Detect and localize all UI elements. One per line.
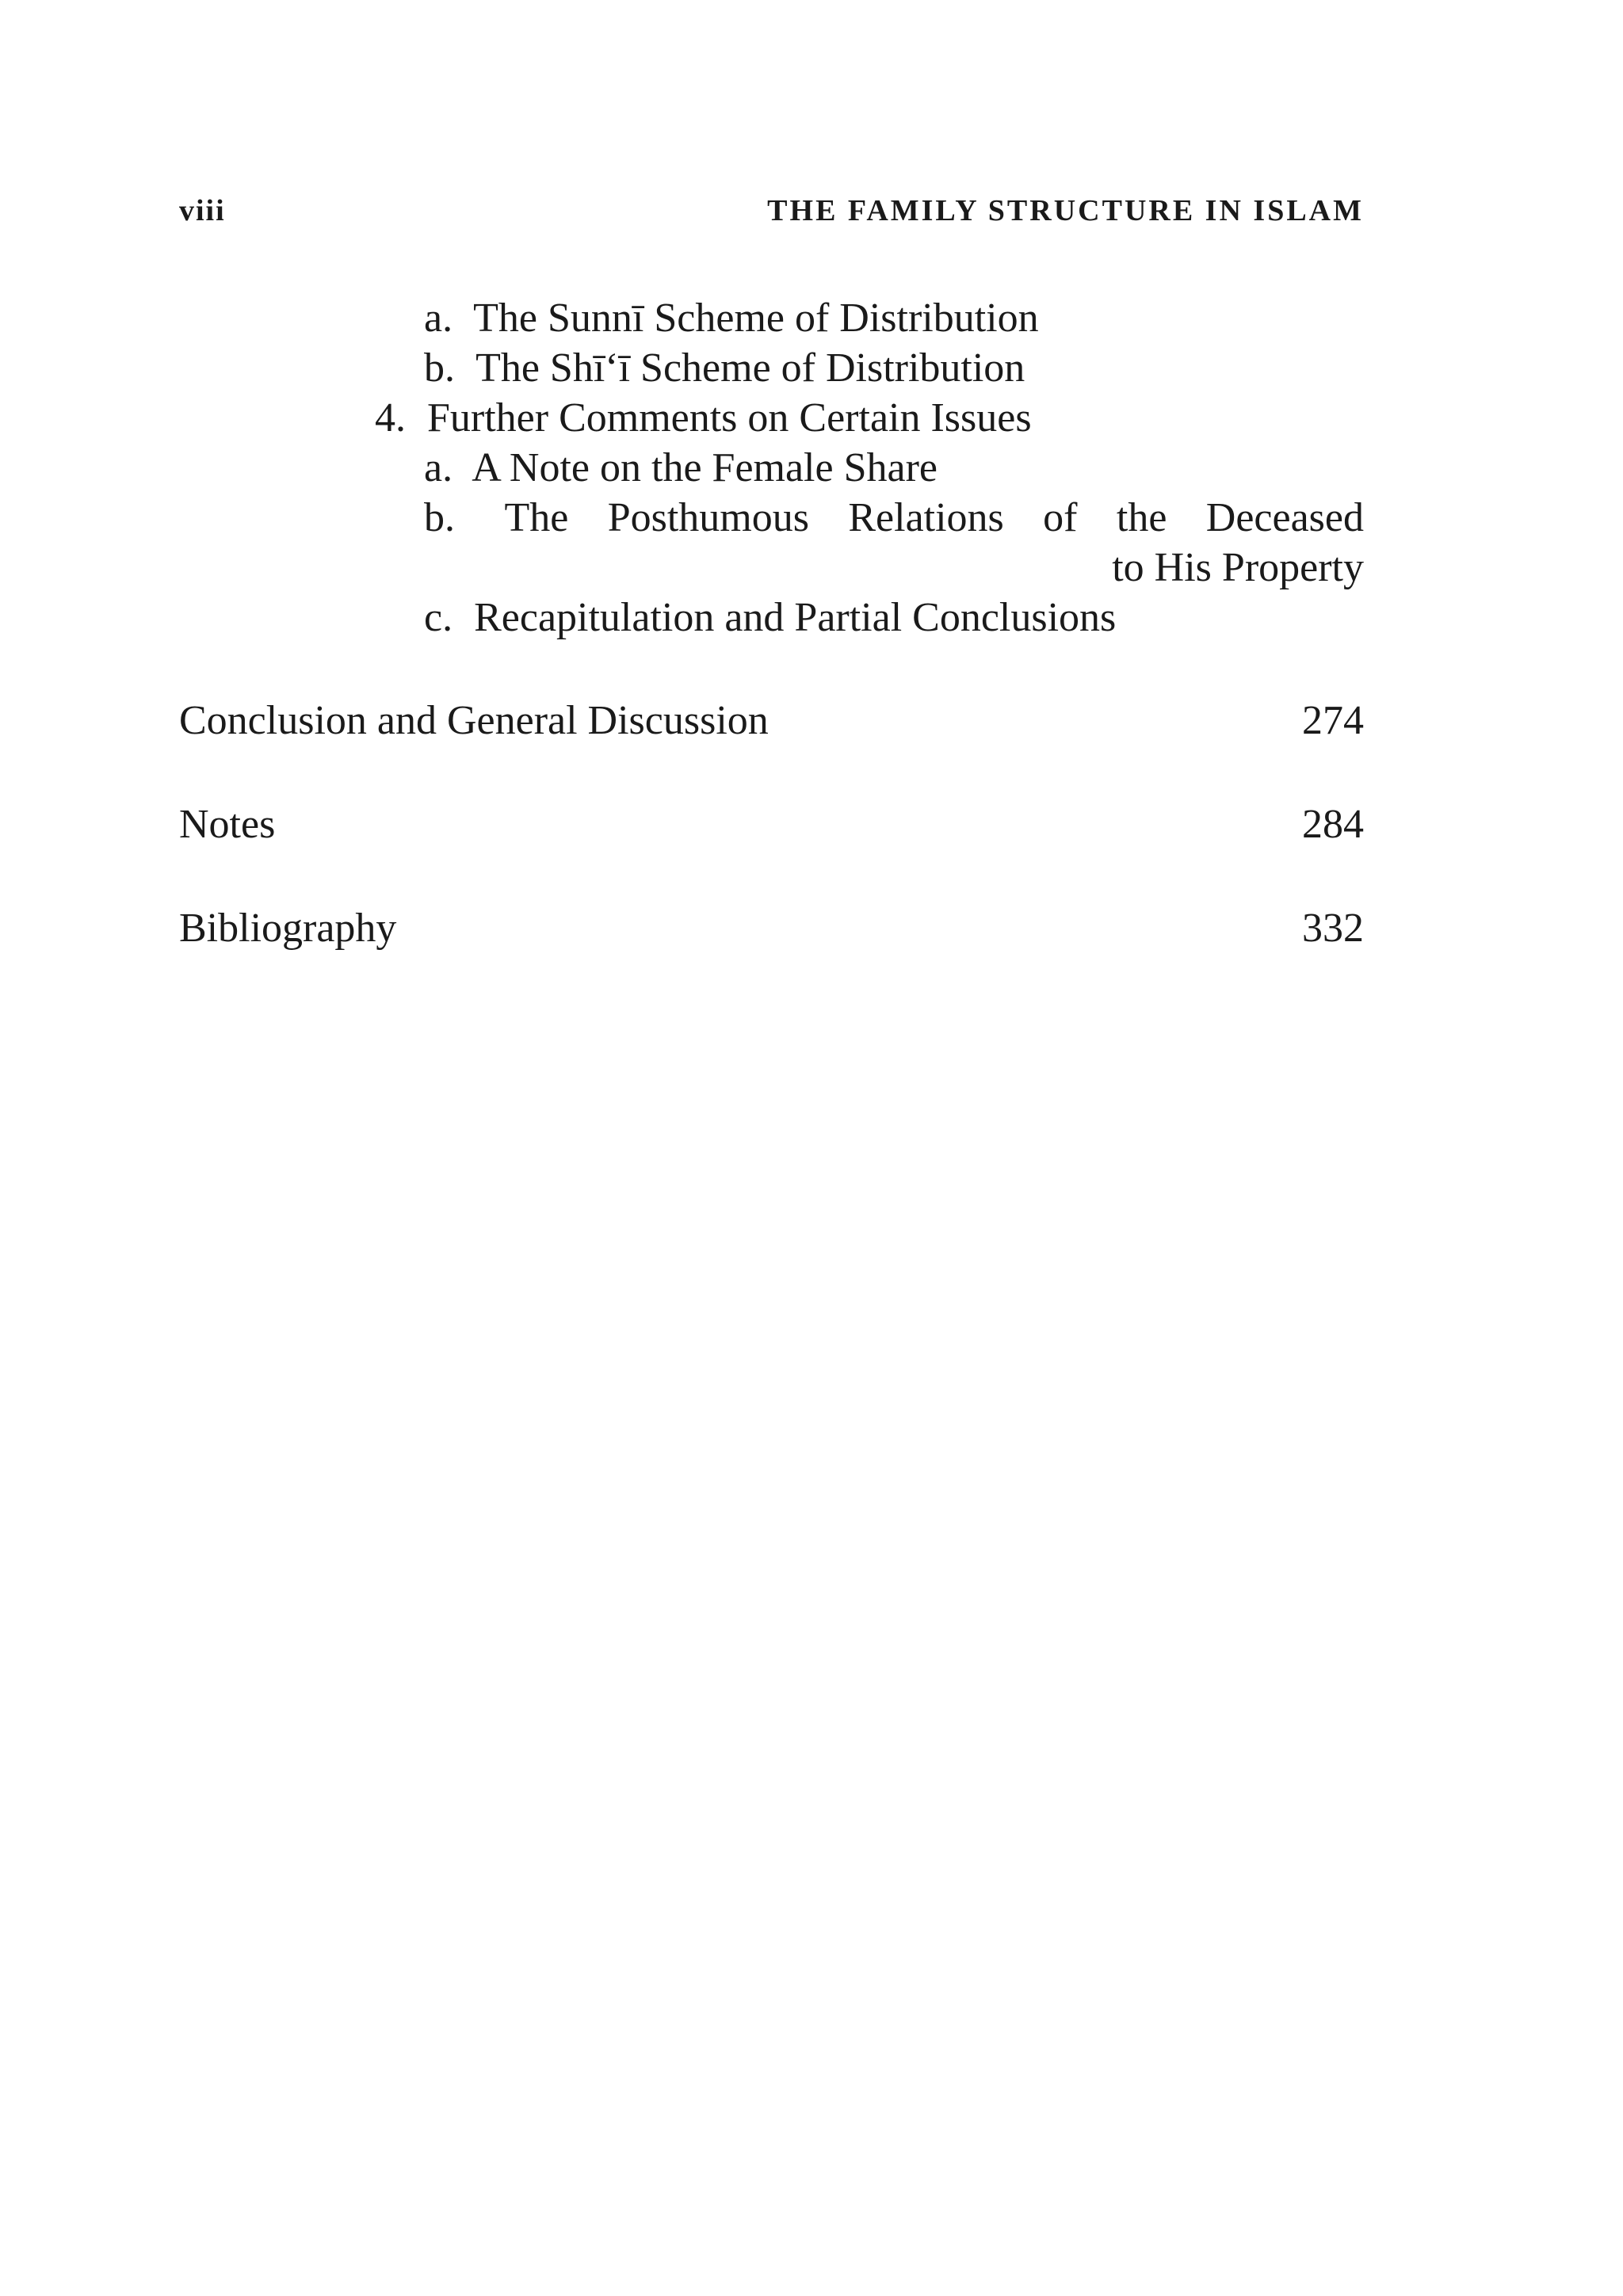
toc-entry-title: Notes [179,802,276,847]
book-title: THE FAMILY STRUCTURE IN ISLAM [767,194,1364,227]
page-folio: viii [179,194,226,227]
toc-item-text: The Sunnī Scheme of Distribution [473,296,1039,341]
toc-marker: c. [424,595,453,640]
toc-entry-title: Bibliography [179,906,397,951]
toc-entry [179,697,1364,745]
toc-item-text: The Posthumous Relations of the Deceased [504,495,1364,540]
toc-marker: a. [424,445,453,490]
toc-subitem [424,444,938,492]
toc-subitem [424,594,1116,642]
toc-item [375,395,1032,442]
toc-page-number: 274 [1302,698,1364,743]
toc-subitem [424,345,1025,392]
toc-marker: b. [424,495,455,540]
toc-page-number: 284 [1302,802,1364,847]
toc-item-text: A Note on the Female Share [472,445,938,490]
toc-entry-title: Conclusion and General Discussion [179,698,769,743]
toc-item-text: Further Comments on Certain Issues [427,395,1032,441]
toc-subitem [424,494,1364,542]
toc-entry [179,905,1364,952]
toc-marker: b. [424,345,455,391]
toc-marker: 4. [375,395,406,441]
running-head [179,193,1364,233]
toc-item-text: Recapitulation and Partial Conclusions [474,595,1117,640]
toc-item-continuation: to His Property [1112,545,1364,590]
toc-page-number: 332 [1302,906,1364,951]
toc-item-text: The Shī‘ī Scheme of Distribution [475,345,1025,391]
toc-marker: a. [424,296,453,341]
toc-entry [179,801,1364,849]
toc-subitem [424,295,1039,342]
